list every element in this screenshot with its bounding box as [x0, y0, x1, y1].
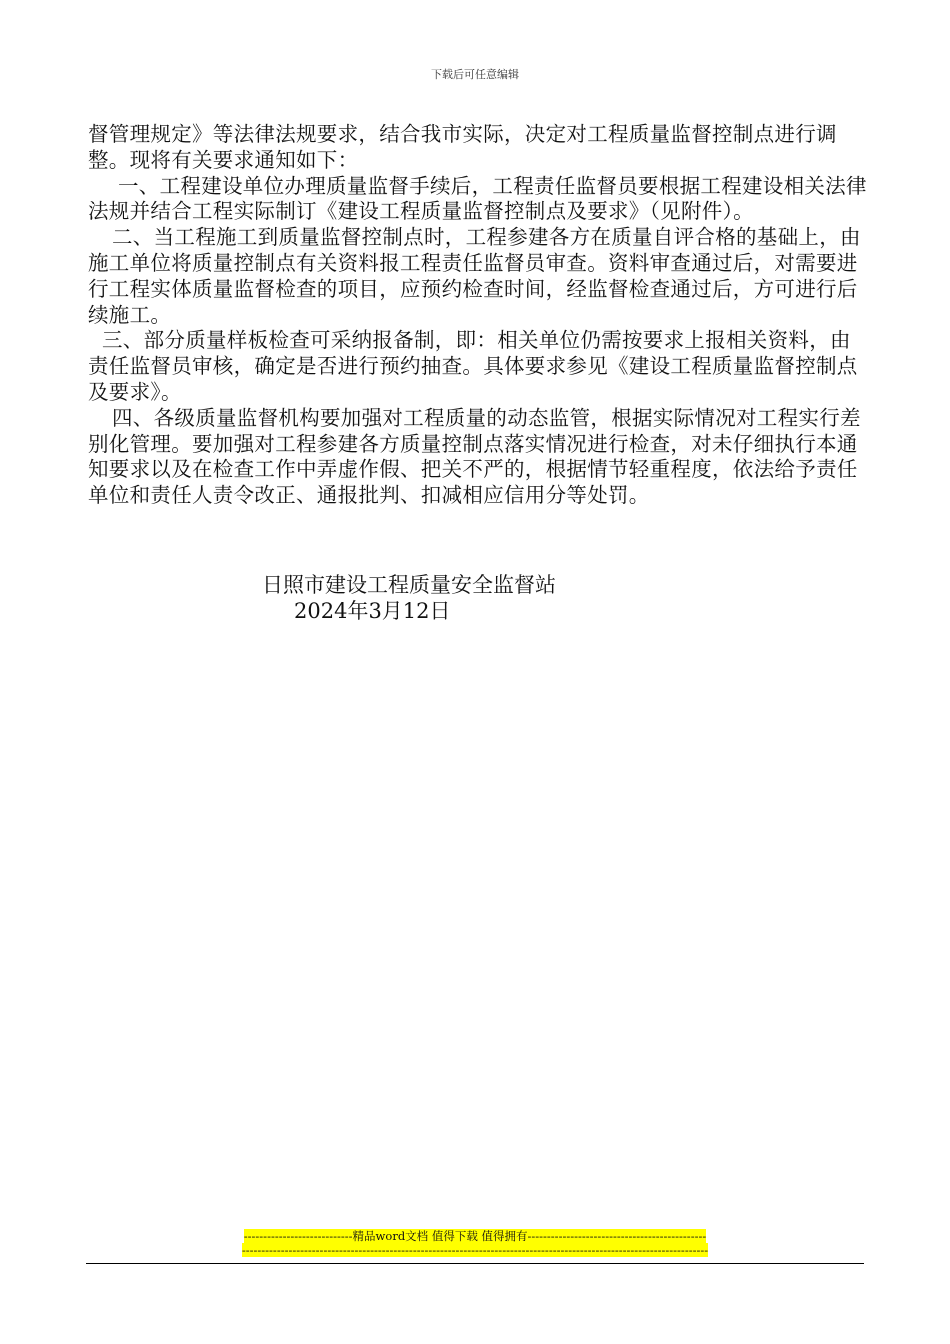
document-body — [88, 122, 868, 509]
paragraph-item-2: 二、当工程施工到质量监督控制点时，工程参建各方在质量自评合格的基础上，由施工单位将质量控制点有关资料报工程责任监督员审查。资料审查通过后，对需要进行工程实体质量监督检查的项目，应预约检查时间，经监督检查通过后，方可进行后续施工。 — [88, 225, 861, 327]
footer-banner-line-1: ----------------------------精品word文档 值得下载 值得拥有---------------------------------------------- — [243, 1229, 707, 1243]
signature-org: 日照市建设工程质量安全监督站 — [262, 573, 556, 597]
footer-divider — [86, 1263, 864, 1264]
paragraph-intro: 督管理规定》等法律法规要求，结合我市实际，决定对工程质量监督控制点进行调整。现将有关要求通知如下： — [88, 122, 837, 172]
signature-block — [262, 572, 556, 624]
footer-banner — [0, 1229, 950, 1257]
paragraph-item-3: 三、部分质量样板检查可采纳报备制，即：相关单位仍需按要求上报相关资料，由责任监督员审核，确定是否进行预约抽查。具体要求参见《建设工程质量监督控制点及要求》。 — [88, 328, 858, 404]
paragraph-item-4: 四、各级质量监督机构要加强对工程质量的动态监管，根据实际情况对工程实行差别化管理。要加强对工程参建各方质量控制点落实情况进行检查，对未仔细执行本通知要求以及在检查工作中弄虚作假、把关不严的，根据情节轻重程度，依法给予责任单位和责任人责令改正、通报批判、扣减相应信用分等处罚。 — [88, 405, 861, 508]
footer-banner-line-2: ------------------------------------------------------------------------------------------------------------------------ — [241, 1243, 709, 1257]
paragraph-item-1: 一、工程建设单位办理质量监督手续后，工程责任监督员要根据工程建设相关法律法规并结合工程实际制订《建设工程质量监督控制点及要求》（见附件）。 — [88, 173, 867, 224]
page-header-note: 下载后可任意编辑 — [431, 68, 519, 81]
signature-date: 2024年3月12日 — [294, 599, 451, 623]
